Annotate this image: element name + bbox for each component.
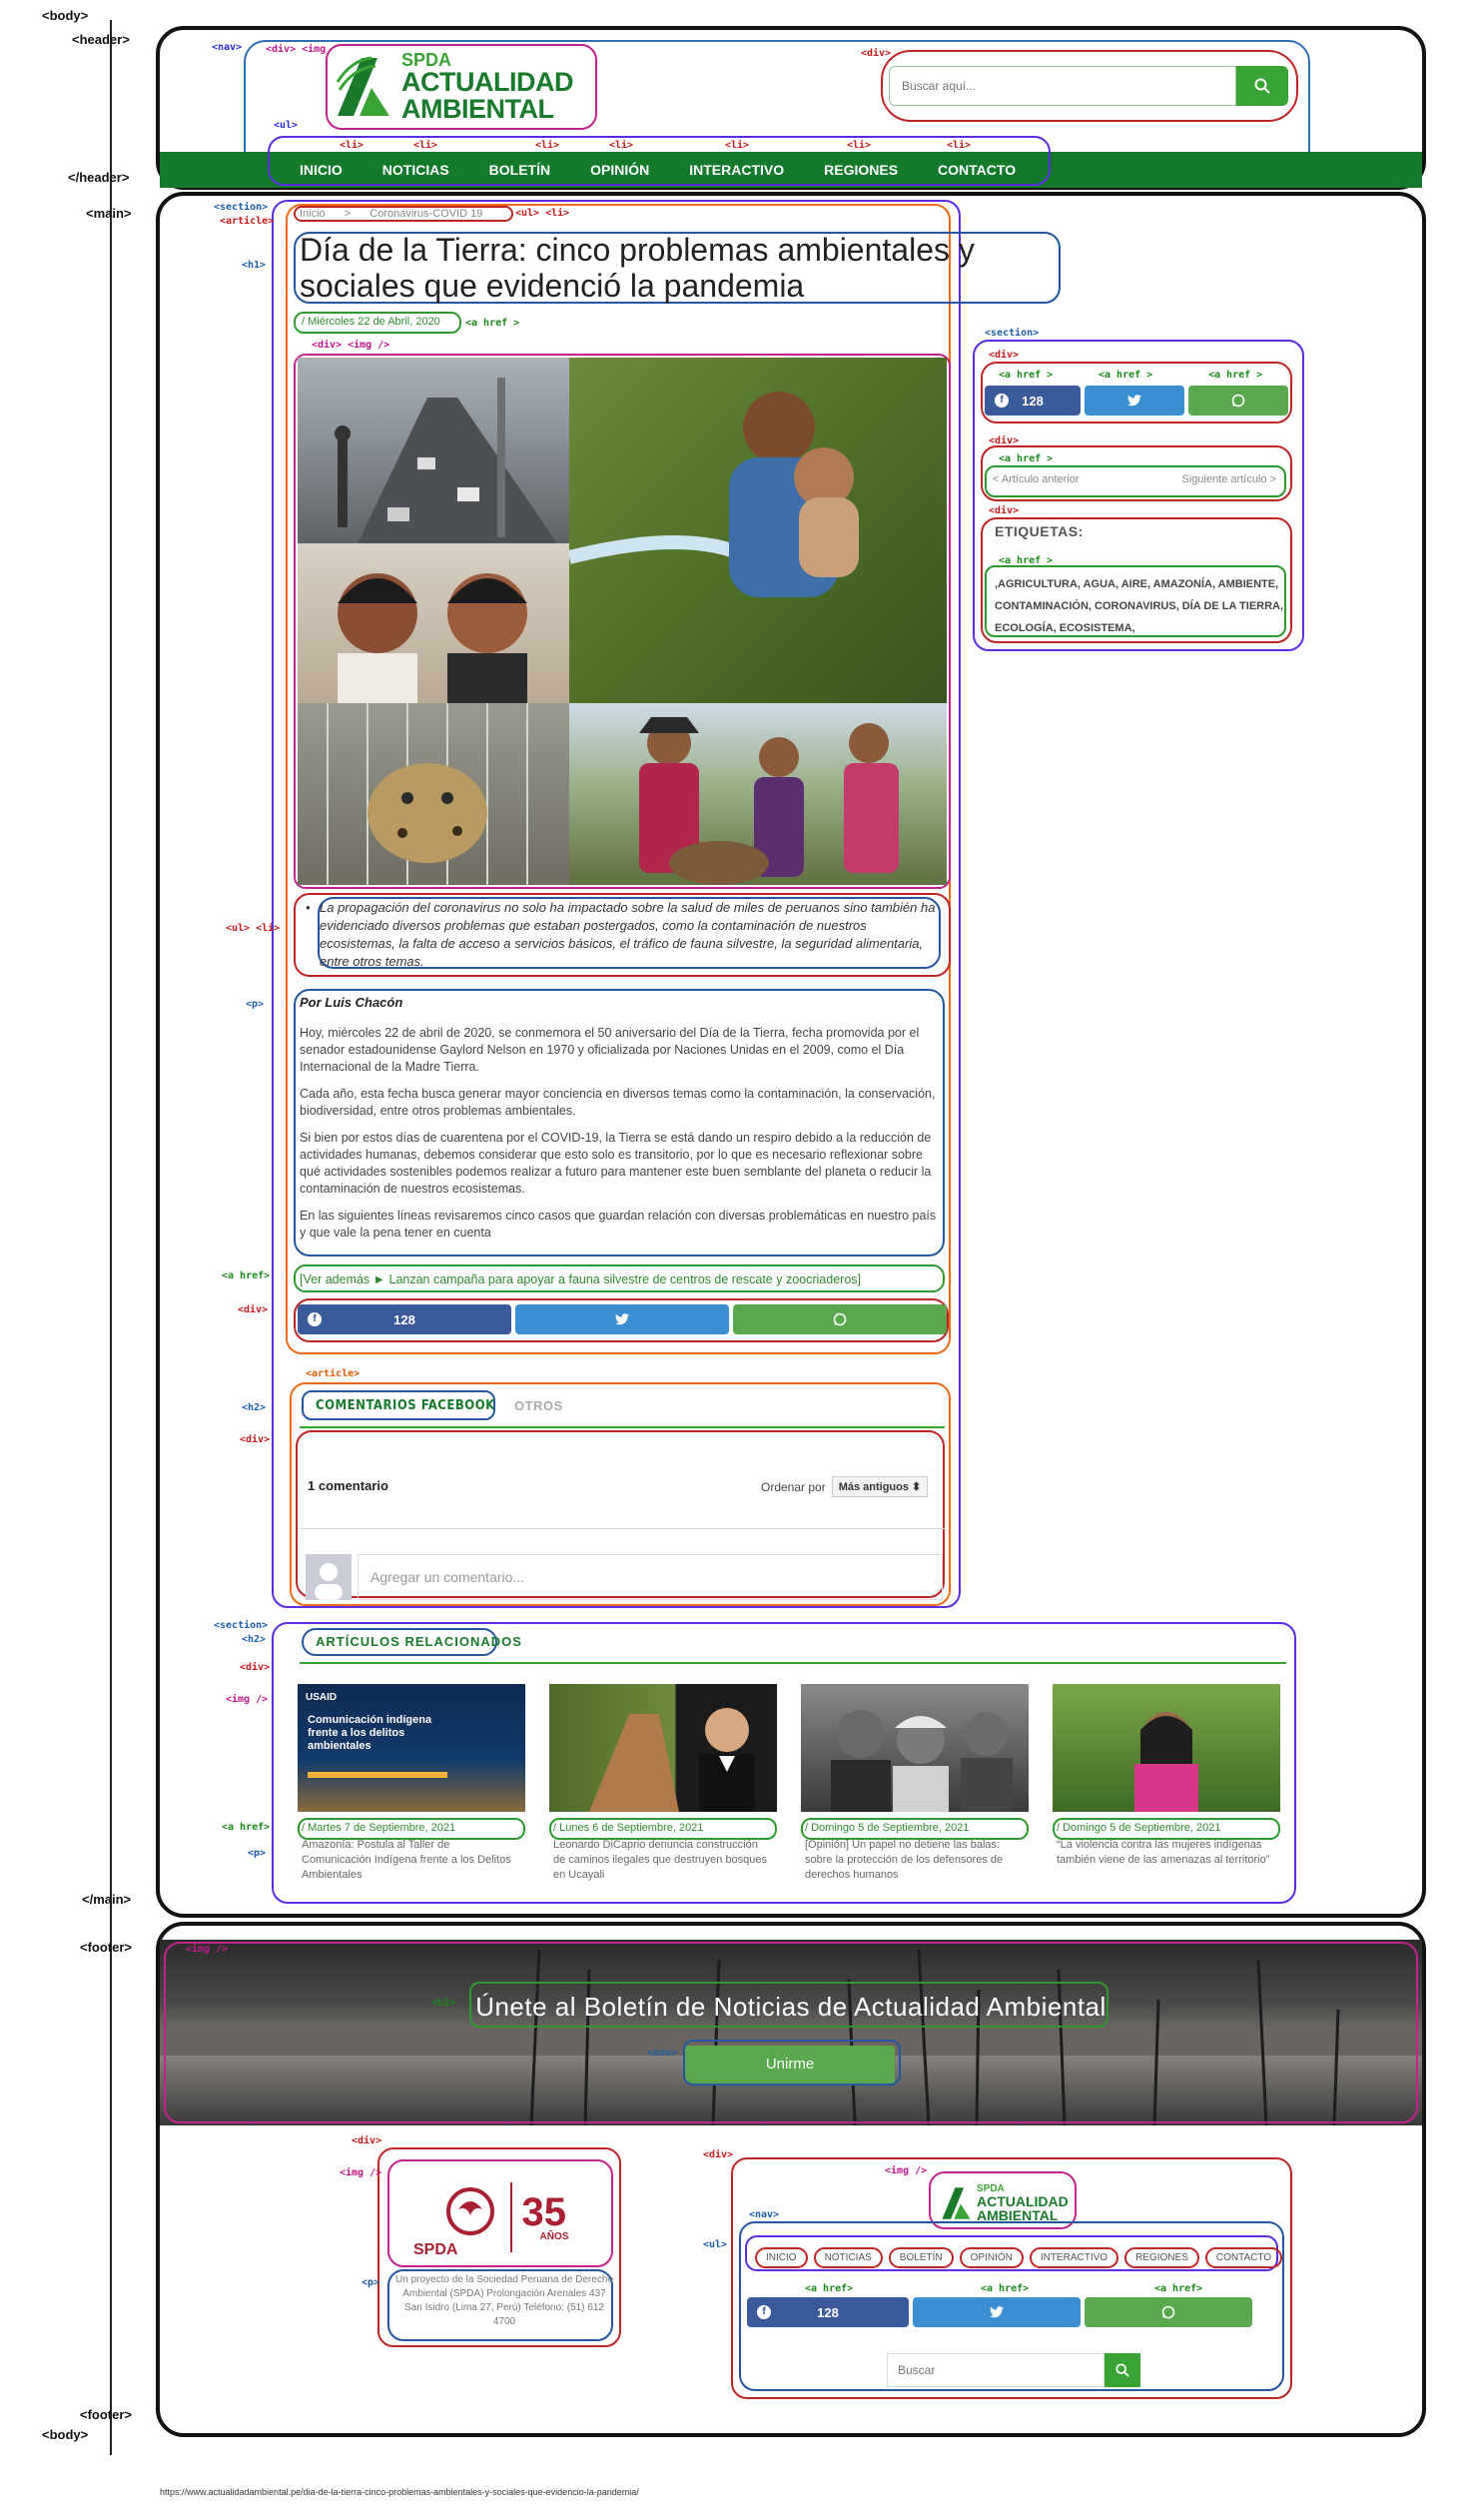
spda-years-label: AÑOS <box>539 2231 569 2242</box>
sidebar-share-facebook-button[interactable] <box>985 386 1081 416</box>
footer-nav-list <box>755 2247 1282 2268</box>
annot-div-spda: <div> <box>352 2135 382 2146</box>
spda-years: 35 <box>521 2190 567 2234</box>
share-facebook-button[interactable] <box>298 1304 511 1334</box>
related-image-caption: Comunicación indígena frente a los delitos ambientales <box>308 1714 432 1752</box>
annot-img-spda: <img /> <box>340 2167 382 2178</box>
photo-ocelot <box>298 703 569 885</box>
spda-name: SPDA <box>413 2241 458 2258</box>
annot-h2-comments: <h2> <box>242 1402 267 1413</box>
nav-item-0[interactable]: INICIO <box>300 162 343 178</box>
annot-p-spda: <p> <box>362 2277 380 2288</box>
avatar <box>306 1554 352 1600</box>
footer-logo-spda: SPDA <box>977 2183 1005 2194</box>
tabs-underline <box>300 1426 945 1428</box>
footer-search-input[interactable] <box>887 2353 1104 2387</box>
footer-share-count: 128 <box>817 2304 839 2320</box>
annot-img-banner: <img /> <box>186 1944 229 1955</box>
footer-nav-item-4[interactable]: INTERACTIVO <box>1030 2247 1118 2268</box>
footer-share-bar <box>747 2297 1252 2327</box>
newsletter-banner <box>160 1940 1422 2125</box>
logo-text-spda: SPDA <box>401 50 452 70</box>
footer-share-facebook-button[interactable] <box>747 2297 909 2327</box>
post-navigation <box>987 473 1282 485</box>
related-text-2[interactable]: Leonardo DiCaprio denuncia construcción de caminos ilegales que destruyen bosques en Ucayali <box>553 1839 768 1881</box>
annot-a-href-s3: <a href > <box>1208 370 1263 381</box>
comment-input[interactable]: Agregar un comentario... <box>358 1554 943 1600</box>
annot-li-3: <li> <box>609 140 634 151</box>
nav-item-1[interactable]: NOTICIAS <box>381 162 449 178</box>
article-paragraph: Cada año, esta fecha busca generar mayor conciencia en diversos temas como la contaminación, la conservación, biodiversidad, entre otros problemas ambientales. <box>300 1087 936 1118</box>
annot-div-related: <div> <box>240 1662 271 1673</box>
whatsapp-icon <box>833 1312 847 1326</box>
annot-header: <header> <box>72 32 130 47</box>
nav-item-3[interactable]: OPINIÓN <box>590 162 650 178</box>
spda-bird-icon <box>440 2185 500 2249</box>
footer-nav-item-5[interactable]: REGIONES <box>1124 2247 1199 2268</box>
nav-item-4[interactable]: INTERACTIVO <box>689 162 785 178</box>
photo-traffic <box>298 358 569 543</box>
logo-mark-icon <box>939 2184 973 2222</box>
annot-div-share: <div> <box>238 1304 269 1315</box>
breadcrumb-separator: > <box>344 208 352 220</box>
footer-logo-ambiental: AMBIENTAL <box>977 2207 1059 2223</box>
footer-share-twitter-button[interactable] <box>913 2297 1081 2327</box>
related-text-4[interactable]: “La violencia contra las mujeres indígenas también viene de las amenazas al territorio” <box>1057 1839 1270 1866</box>
newsletter-join-button[interactable]: Unirme <box>685 2046 895 2084</box>
related-date-4[interactable]: / Domingo 5 de Septiembre, 2021 <box>1057 1822 1221 1834</box>
nav-item-5[interactable]: REGIONES <box>824 162 899 178</box>
annot-ul-li-summary: <ul> <li> <box>226 923 281 934</box>
related-date-1[interactable]: / Martes 7 de Septiembre, 2021 <box>302 1822 456 1834</box>
annot-a-href-f1: <a href> <box>805 2283 854 2294</box>
annot-a-href-s1: <a href > <box>999 370 1054 381</box>
related-image-3 <box>801 1684 1029 1812</box>
facebook-icon: f <box>757 2305 771 2319</box>
footer-nav-item-0[interactable]: INICIO <box>755 2247 808 2268</box>
annot-a-href-prevnext: <a href > <box>999 453 1054 464</box>
share-twitter-button[interactable] <box>515 1304 729 1334</box>
annot-section-related: <section> <box>214 1620 269 1631</box>
logo-text-actualidad: ACTUALIDAD <box>401 67 573 97</box>
article-paragraph: Si bien por estos días de cuarentena por el COVID-19, la Tierra se está dando un respiro debido a la reducción de actividades humanas, debemos considerar que esto solo es transitorio, por lo que es necesario reflexionar sobre qué actividades sostenibles podemos realizar a futuro para mantener este buen semblante del planeta o reducir la contaminación de nuestros ecosistemas. <box>300 1131 932 1196</box>
see-also-link[interactable]: [Ver además ► Lanzan campaña para apoyar a fauna silvestre de centros de rescate y zoocriaderos] <box>300 1272 861 1286</box>
gutter-line-body <box>110 20 112 2455</box>
footer-nav-item-3[interactable]: OPINIÓN <box>960 2247 1024 2268</box>
comments-divider <box>298 1528 945 1529</box>
sidebar-share-whatsapp-button[interactable] <box>1188 386 1288 416</box>
share-count: 128 <box>393 1311 415 1327</box>
annot-a-href-f3: <a href> <box>1154 2283 1203 2294</box>
article-date[interactable]: / Miércoles 22 de Abril, 2020 <box>302 316 440 328</box>
annot-p-related: <p> <box>248 1848 267 1859</box>
related-title: ARTÍCULOS RELACIONADOS <box>316 1634 522 1649</box>
footer-nav-item-2[interactable]: BOLETÍN <box>889 2247 954 2268</box>
breadcrumb <box>300 208 482 220</box>
whatsapp-icon <box>1231 394 1245 408</box>
prev-article-link[interactable]: < Artículo anterior <box>993 473 1080 485</box>
search-icon <box>1115 2363 1129 2377</box>
newsletter-title: Únete al Boletín de Noticias de Actualidad Ambiental <box>475 1992 1106 2022</box>
summary-text: La propagación del coronavirus no solo ha impactado sobre la salud de miles de peruanos sino también ha evidenciado diversos problemas que estaban postergados, como la contaminación de nuestros ecosistemas, la falta de acceso a servicios básicos, el tráfico de fauna silvestre, la seguridad alimentaria, entre otros temas. <box>320 900 936 969</box>
related-image-1 <box>298 1684 525 1812</box>
photo-farmers-potatoes <box>569 703 947 885</box>
annot-p-body: <p> <box>246 999 265 1010</box>
footer-share-whatsapp-button[interactable] <box>1085 2297 1252 2327</box>
annot-li-2: <li> <box>535 140 560 151</box>
whatsapp-icon <box>1161 2305 1175 2319</box>
sidebar-share-bar <box>985 386 1288 416</box>
footer-nav-item-6[interactable]: CONTACTO <box>1205 2247 1282 2268</box>
facebook-icon: f <box>308 1312 322 1326</box>
main-nav-list <box>280 152 1036 188</box>
annot-article-comments: <article> <box>306 1368 361 1379</box>
annot-img-related: <img /> <box>226 1694 269 1705</box>
annot-a-href-s2: <a href > <box>1099 370 1153 381</box>
annot-li-5: <li> <box>847 140 872 151</box>
annot-li-0: <li> <box>340 140 365 151</box>
annot-ul: <ul> <box>274 120 299 131</box>
related-text-1[interactable]: Amazonía: Postula al Taller de Comunicación Indígena frente a los Delitos Ambientales <box>302 1839 511 1881</box>
footer-nav-item-1[interactable]: NOTICIAS <box>814 2247 883 2268</box>
related-card-3[interactable] <box>801 1684 1029 1883</box>
article-share-bar <box>298 1304 947 1334</box>
annot-section: <section> <box>214 202 269 213</box>
sidebar-share-count: 128 <box>1022 393 1044 409</box>
annot-div-prevnext: <div> <box>989 435 1020 446</box>
annot-ul-footer: <ul> <box>703 2239 728 2250</box>
photo-mother-child <box>569 358 947 703</box>
article-summary <box>306 899 939 971</box>
bullet-icon: • <box>306 900 311 915</box>
order-label: Ordenar por <box>761 1479 826 1494</box>
article-hero-image <box>298 358 947 885</box>
related-image-4 <box>1053 1684 1280 1812</box>
article-body <box>300 1025 945 1252</box>
annot-h2-related: <h2> <box>242 1634 267 1645</box>
footer-logo[interactable] <box>939 2177 1079 2229</box>
annot-a-href-seealso: <a href> <box>222 1270 271 1281</box>
related-image-2 <box>549 1684 777 1812</box>
annot-body-end: <body> <box>42 2427 89 2442</box>
annot-li-6: <li> <box>947 140 972 151</box>
share-whatsapp-button[interactable] <box>733 1304 947 1334</box>
related-card-4[interactable] <box>1053 1684 1280 1868</box>
annot-header-end: </header> <box>68 170 130 185</box>
annot-li-4: <li> <box>725 140 750 151</box>
annot-div-img: <div> <img <box>266 44 327 55</box>
footer-search <box>887 2353 1140 2387</box>
annot-a-href-f2: <a href> <box>981 2283 1030 2294</box>
twitter-icon <box>615 1313 629 1325</box>
next-article-link[interactable]: Siguiente artículo > <box>1181 473 1276 485</box>
logo-text-ambiental: AMBIENTAL <box>401 94 554 124</box>
annot-nav: <nav> <box>212 42 243 53</box>
site-logo[interactable] <box>332 48 591 126</box>
annot-main-end: </main> <box>82 1892 132 1907</box>
annot-body: <body> <box>42 8 89 23</box>
search-icon <box>1254 78 1270 94</box>
annot-h2-banner: <h2> <box>431 1998 456 2009</box>
annot-div-tags: <div> <box>989 505 1020 516</box>
search-button[interactable] <box>1236 66 1288 106</box>
related-underline <box>300 1662 1286 1664</box>
facebook-icon: f <box>995 394 1009 408</box>
header-search <box>889 66 1288 106</box>
article-paragraph: En las siguientes líneas revisaremos cinco casos que guardan relación con diversas problemáticas en nuestro país y que vale la pena tener en cuenta <box>300 1209 937 1240</box>
related-date-2[interactable]: / Lunes 6 de Septiembre, 2021 <box>553 1822 704 1834</box>
search-input[interactable] <box>889 66 1236 106</box>
twitter-icon <box>1127 395 1141 407</box>
annot-a-href-date: <a href > <box>465 318 520 329</box>
comment-order <box>761 1476 928 1497</box>
article-paragraph: Hoy, miércoles 22 de abril de 2020, se conmemora el 50 aniversario del Día de la Tierra, fecha promovida por el senador estadounidense Gaylord Nelson en 1970 y oficializada por Naciones Unidas en el 2009, como el Día Internacional de la Madre Tierra. <box>300 1026 920 1074</box>
related-text-3[interactable]: [Opinión] Un papel no detiene las balas: sobre la protección de los defensores de derechos humanos <box>805 1839 1004 1881</box>
twitter-icon <box>990 2306 1004 2318</box>
nav-item-6[interactable]: CONTACTO <box>938 162 1017 178</box>
tab-comentarios-facebook[interactable]: COMENTARIOS FACEBOOK <box>316 1398 495 1413</box>
logo-mark-icon <box>332 52 393 122</box>
annot-div-sidebar-share: <div> <box>989 350 1020 361</box>
annot-nav-footer: <nav> <box>749 2209 780 2220</box>
tags-title: ETIQUETAS: <box>995 523 1084 539</box>
footer-logo-actualidad: ACTUALIDAD <box>977 2193 1069 2209</box>
photo-indigenous-women <box>298 543 569 703</box>
annot-div-comments: <div> <box>240 1434 271 1445</box>
nav-item-2[interactable]: BOLETÍN <box>488 162 551 178</box>
comment-count: 1 comentario <box>308 1478 388 1493</box>
sidebar-share-twitter-button[interactable] <box>1085 386 1184 416</box>
breadcrumb-home[interactable]: Inicio <box>300 208 326 220</box>
caption-highlight <box>308 1772 447 1778</box>
annot-div: <div> <box>861 48 892 59</box>
order-select[interactable]: Más antiguos ⬍ <box>832 1476 929 1497</box>
annot-footer-end: <footer> <box>80 2407 133 2422</box>
page-url: https://www.actualidadambiental.pe/dia-de-la-tierra-cinco-problemas-ambientales-y-sociales-que-evidencio-la-pandemia/ <box>160 2487 639 2497</box>
breadcrumb-category[interactable]: Coronavirus-COVID 19 <box>369 208 483 220</box>
annot-h1: <h1> <box>242 260 267 271</box>
annot-ul-li-breadcrumb: <ul> <li> <box>515 208 570 219</box>
spda-info: Un proyecto de la Sociedad Peruana de Derecho Ambiental (SPDA) Prolongación Arenales 437 San Isidro (Lima 27, Perú) Teléfono: (51) 612 4700 <box>395 2274 613 2327</box>
annot-nav-banner: <nav> <box>647 2048 678 2059</box>
related-date-3[interactable]: / Domingo 5 de Septiembre, 2021 <box>805 1822 970 1834</box>
annot-a-href-tags: <a href > <box>999 555 1054 566</box>
annot-img-footer-logo: <img /> <box>885 2165 928 2176</box>
related-card-1[interactable] <box>298 1684 525 1883</box>
annot-a-href-related: <a href> <box>222 1822 271 1833</box>
spda-divider <box>510 2182 512 2252</box>
annot-div-img-collage: <div> <img /> <box>312 340 390 351</box>
annot-section-sidebar: <section> <box>985 328 1040 339</box>
annot-article: <article> <box>220 216 275 227</box>
footer-search-button[interactable] <box>1104 2353 1140 2387</box>
related-card-2[interactable] <box>549 1684 777 1883</box>
annot-main: <main> <box>86 206 132 221</box>
page-title: Día de la Tierra: cinco problemas ambientales y sociales que evidenció la pandemia <box>300 232 975 304</box>
annot-footer: <footer> <box>80 1940 133 1955</box>
annot-li-1: <li> <box>413 140 438 151</box>
article-byline: Por Luis Chacón <box>300 995 403 1010</box>
tags-list[interactable]: ,AGRICULTURA, AGUA, AIRE, AMAZONÍA, AMBIENTE, CONTAMINACIÓN, CORONAVIRUS, DÍA DE LA TIERRA, ECOLOGÍA, ECOSISTEMA, <box>995 578 1284 634</box>
annot-div-footer-right: <div> <box>703 2149 734 2160</box>
tab-otros[interactable]: OTROS <box>514 1398 563 1413</box>
usaid-badge: USAID <box>306 1692 338 1703</box>
